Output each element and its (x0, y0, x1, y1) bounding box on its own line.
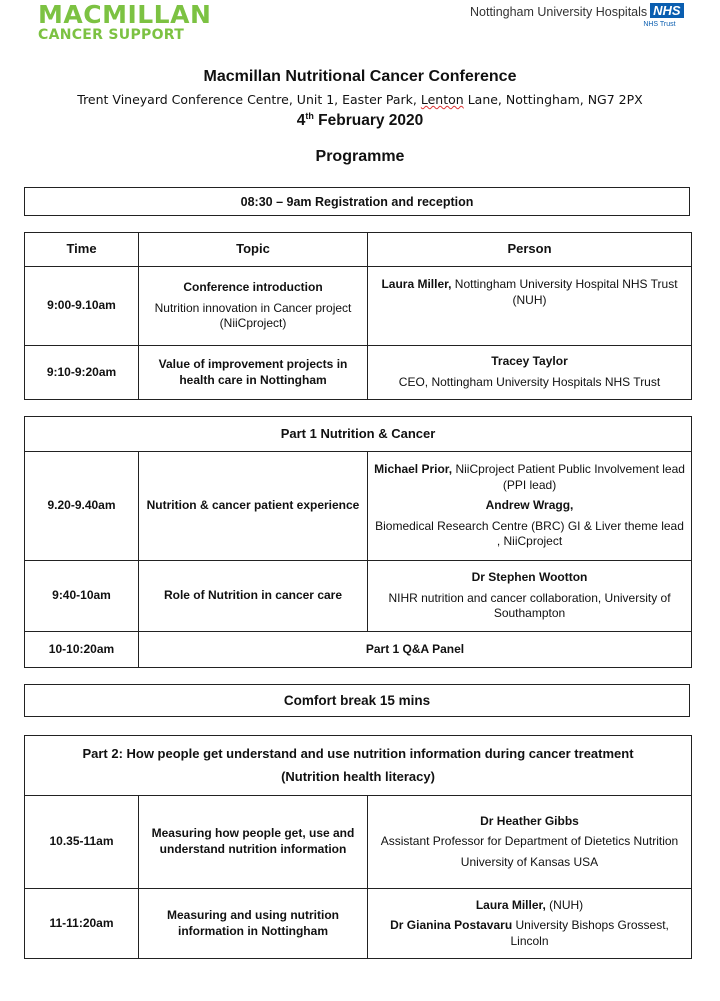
session-topic: Value of improvement projects in health care in Nottingham (139, 346, 368, 400)
session-topic: Measuring and using nutrition information in Nottingham (139, 889, 368, 959)
session-topic: Role of Nutrition in cancer care (139, 561, 368, 632)
conference-title: Macmillan Nutritional Cancer Conference (203, 68, 517, 85)
person-role: NiiCproject Patient Public Involvement lead (PPI lead) (452, 462, 685, 492)
venue-line (0, 92, 720, 107)
macmillan-logo-line2: CANCER SUPPORT (38, 27, 185, 43)
header-person: Person (368, 233, 692, 267)
person-role: Biomedical Research Centre (BRC) GI & Liver theme lead , NiiCproject (375, 518, 684, 549)
nuh-logo (470, 3, 684, 28)
header-topic: Topic (139, 233, 368, 267)
nuh-logo-trust: NHS Trust (643, 21, 676, 28)
venue-part2: Lane, Nottingham, NG7 2PX (463, 92, 643, 107)
part2-heading (25, 736, 692, 796)
person-role: CEO, Nottingham University Hospitals NHS Trust (398, 375, 661, 389)
table-row (25, 632, 692, 668)
person-name: Laura Miller, (381, 277, 452, 291)
table-row (25, 889, 692, 959)
nhs-badge: NHS (650, 3, 683, 18)
table-row (25, 452, 692, 561)
programme-heading: Programme (315, 148, 405, 165)
table-row (25, 561, 692, 632)
date-day: 4 (296, 112, 306, 130)
person-role: NIHR nutrition and cancer collaboration, University of Southampton (388, 590, 671, 621)
comfort-break-box (24, 684, 690, 717)
session-person (368, 889, 692, 959)
table-header-row (25, 233, 692, 267)
schedule-table-part2 (24, 735, 692, 959)
session-person (368, 452, 692, 561)
section-heading-row (25, 736, 692, 796)
date-suffix: th (305, 111, 314, 121)
person-name: Laura Miller, (475, 897, 546, 912)
person-name: Tracey Taylor (491, 354, 568, 369)
person-org: University of Kansas USA (460, 854, 599, 869)
registration-text: 08:30 – 9am Registration and reception (240, 194, 474, 209)
conference-date (0, 111, 720, 130)
person-role: University Bishops Grossest, Lincoln (510, 918, 669, 948)
session-time: 10-10:20am (25, 632, 139, 668)
macmillan-logo (38, 2, 211, 42)
header-time: Time (25, 233, 139, 267)
session-person (368, 796, 692, 889)
section-heading-row (25, 417, 692, 452)
venue-part1: Trent Vineyard Conference Centre, Unit 1, Easter Park, (77, 92, 421, 107)
person-role: Nottingham University Hospital NHS Trust (NUH) (451, 277, 678, 307)
person-name: Dr Stephen Wootton (471, 570, 588, 585)
table-row (25, 796, 692, 889)
comfort-break-text: Comfort break 15 mins (283, 693, 431, 708)
part2-subtitle: (Nutrition health literacy) (281, 768, 435, 784)
schedule-table-opening (24, 232, 692, 400)
session-time: 11-11:20am (25, 889, 139, 959)
session-topic: Nutrition & cancer patient experience (139, 452, 368, 561)
person-role: Assistant Professor for Department of Dietetics Nutrition (380, 834, 679, 849)
part2-title: Part 2: How people get understand and use nutrition information during cancer treatment (82, 746, 634, 762)
person-name: Dr Heather Gibbs (480, 813, 579, 828)
session-person (368, 346, 692, 400)
date-rest: February 2020 (313, 112, 424, 130)
qa-panel-label: Part 1 Q&A Panel (139, 632, 692, 668)
table-row (25, 267, 692, 346)
macmillan-logo-line1: MACMILLAN (38, 0, 212, 29)
schedule-table-part1 (24, 416, 692, 668)
session-topic (139, 267, 368, 346)
session-time: 9:40-10am (25, 561, 139, 632)
table-row (25, 346, 692, 400)
venue-flagged-word: Lenton (420, 92, 464, 107)
nuh-logo-name: Nottingham University Hospitals (470, 5, 648, 19)
topic-subtitle: Nutrition innovation in Cancer project (NiiCproject) (154, 300, 352, 331)
person-role: (NUH) (545, 897, 584, 912)
session-time: 9:00-9.10am (25, 267, 139, 346)
registration-box (24, 187, 690, 216)
session-time: 9:10-9:20am (25, 346, 139, 400)
topic-title: Conference introduction (183, 280, 323, 295)
session-time: 9.20-9.40am (25, 452, 139, 561)
part1-heading: Part 1 Nutrition & Cancer (25, 417, 692, 452)
session-time: 10.35-11am (25, 796, 139, 889)
session-person (368, 267, 692, 346)
person-name: Dr Gianina Postavaru (390, 918, 513, 933)
person-name: Michael Prior, (374, 462, 453, 477)
session-person (368, 561, 692, 632)
person-name: Andrew Wragg, (485, 498, 574, 513)
session-topic: Measuring how people get, use and understand nutrition information (139, 796, 368, 889)
